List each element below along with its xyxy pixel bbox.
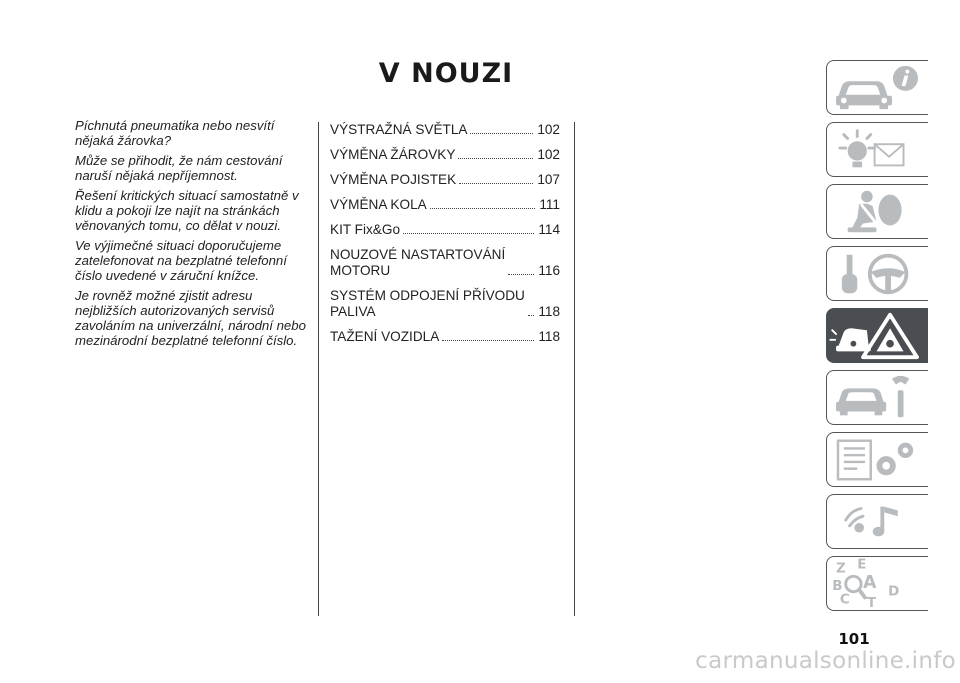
toc-entry-wheel-change[interactable]: [330, 197, 560, 213]
toc-page: 111: [539, 197, 560, 212]
index-letter: D: [888, 583, 900, 600]
toc-entry-bulb-replacement[interactable]: [330, 147, 560, 163]
toc-page: 118: [538, 329, 560, 344]
toc-dot-leader: [470, 133, 533, 134]
tab-multimedia[interactable]: [826, 494, 928, 549]
toc-label: VÝMĚNA KOLA: [330, 197, 427, 212]
toc-entry-emergency-start[interactable]: [330, 247, 560, 279]
toc-dot-leader: [458, 158, 533, 159]
toc-dot-leader: [403, 233, 534, 234]
multimedia-icon: [827, 495, 928, 548]
toc-page: 107: [537, 172, 560, 187]
toc-entry-fuel-cutoff[interactable]: [330, 288, 560, 320]
intro-text: [75, 118, 315, 353]
car-maintenance-wrench-icon: [827, 371, 928, 424]
alphabetical-index-icon: [827, 557, 928, 610]
intro-paragraph: Je rovněž možné zjistit adresu nejbližších autorizovaných servisů zavoláním na univerzální, národní nebo mezinárodní bezplatné telefonní číslo.: [75, 288, 306, 348]
toc-label: VÝMĚNA POJISTEK: [330, 172, 457, 187]
toc-dot-leader: [459, 183, 533, 184]
toc-label: NOUZOVÉ NASTARTOVÁNÍ MOTORU: [330, 247, 506, 278]
index-letter: Z: [836, 560, 846, 577]
index-letter: C: [839, 591, 850, 608]
tab-warning-lights[interactable]: [826, 122, 928, 177]
page-title: V NOUZI: [378, 58, 514, 89]
index-letter: T: [866, 595, 877, 610]
emergency-warning-triangle-icon: [827, 309, 928, 362]
toc-dot-leader: [442, 340, 534, 341]
toc-entry-warning-lights[interactable]: [330, 122, 560, 138]
table-of-contents: [330, 122, 560, 354]
tab-emergency[interactable]: [826, 308, 928, 363]
toc-entry-fix-and-go-kit[interactable]: [330, 222, 560, 238]
tab-starting-driving[interactable]: [826, 246, 928, 301]
toc-label: VÝSTRAŽNÁ SVĚTLA: [330, 122, 468, 137]
tab-technical-data[interactable]: [826, 432, 928, 487]
watermark: carmanualsonline.info: [695, 648, 956, 674]
intro-paragraph: Řešení kritických situací samostatně v klidu a pokoji lze najít na stránkách věnovaných tomu, co dělat v nouzi.: [75, 188, 299, 233]
car-info-icon: [827, 61, 928, 114]
toc-dot-leader: [528, 315, 534, 316]
index-letter: B: [832, 577, 843, 594]
tab-maintenance[interactable]: [826, 370, 928, 425]
index-letter: E: [857, 557, 867, 573]
toc-label: SYSTÉM ODPOJENÍ PŘÍVODU PALIVA: [330, 288, 525, 319]
toc-page: 102: [537, 122, 560, 137]
intro-paragraph: Může se přihodit, že nám cestování naruší nějaká nepříjemnost.: [75, 153, 283, 183]
toc-page: 118: [538, 304, 560, 319]
intro-paragraph: Píchnutá pneumatika nebo nesvítí nějaká žárovka?: [75, 118, 275, 148]
toc-label: TAŽENÍ VOZIDLA: [330, 329, 440, 344]
toc-entry-fuse-replacement[interactable]: [330, 172, 560, 188]
toc-page: 102: [537, 147, 560, 162]
toc-dot-leader: [508, 274, 534, 275]
toc-label: KIT Fix&Go: [330, 222, 400, 237]
page-number: 101: [838, 630, 870, 648]
column-divider-left: [318, 122, 319, 616]
key-steering-wheel-icon: [827, 247, 928, 300]
toc-entry-towing[interactable]: [330, 329, 560, 345]
intro-paragraph: Ve výjimečné situaci doporučujeme zatelefonovat na bezplatné telefonní číslo uvedené v záruční knížce.: [75, 238, 287, 283]
column-divider-right: [574, 122, 575, 616]
index-letter: A: [863, 572, 877, 593]
tab-safety[interactable]: [826, 184, 928, 239]
toc-label: VÝMĚNA ŽÁROVKY: [330, 147, 456, 162]
technical-data-gear-icon: [827, 433, 928, 486]
airbag-seatbelt-icon: [827, 185, 928, 238]
toc-page: 114: [538, 222, 560, 237]
toc-page: 116: [538, 263, 560, 278]
warning-lights-message-icon: [827, 123, 928, 176]
toc-dot-leader: [430, 208, 536, 209]
tab-car-info[interactable]: [826, 60, 928, 115]
tab-index[interactable]: [826, 556, 928, 611]
